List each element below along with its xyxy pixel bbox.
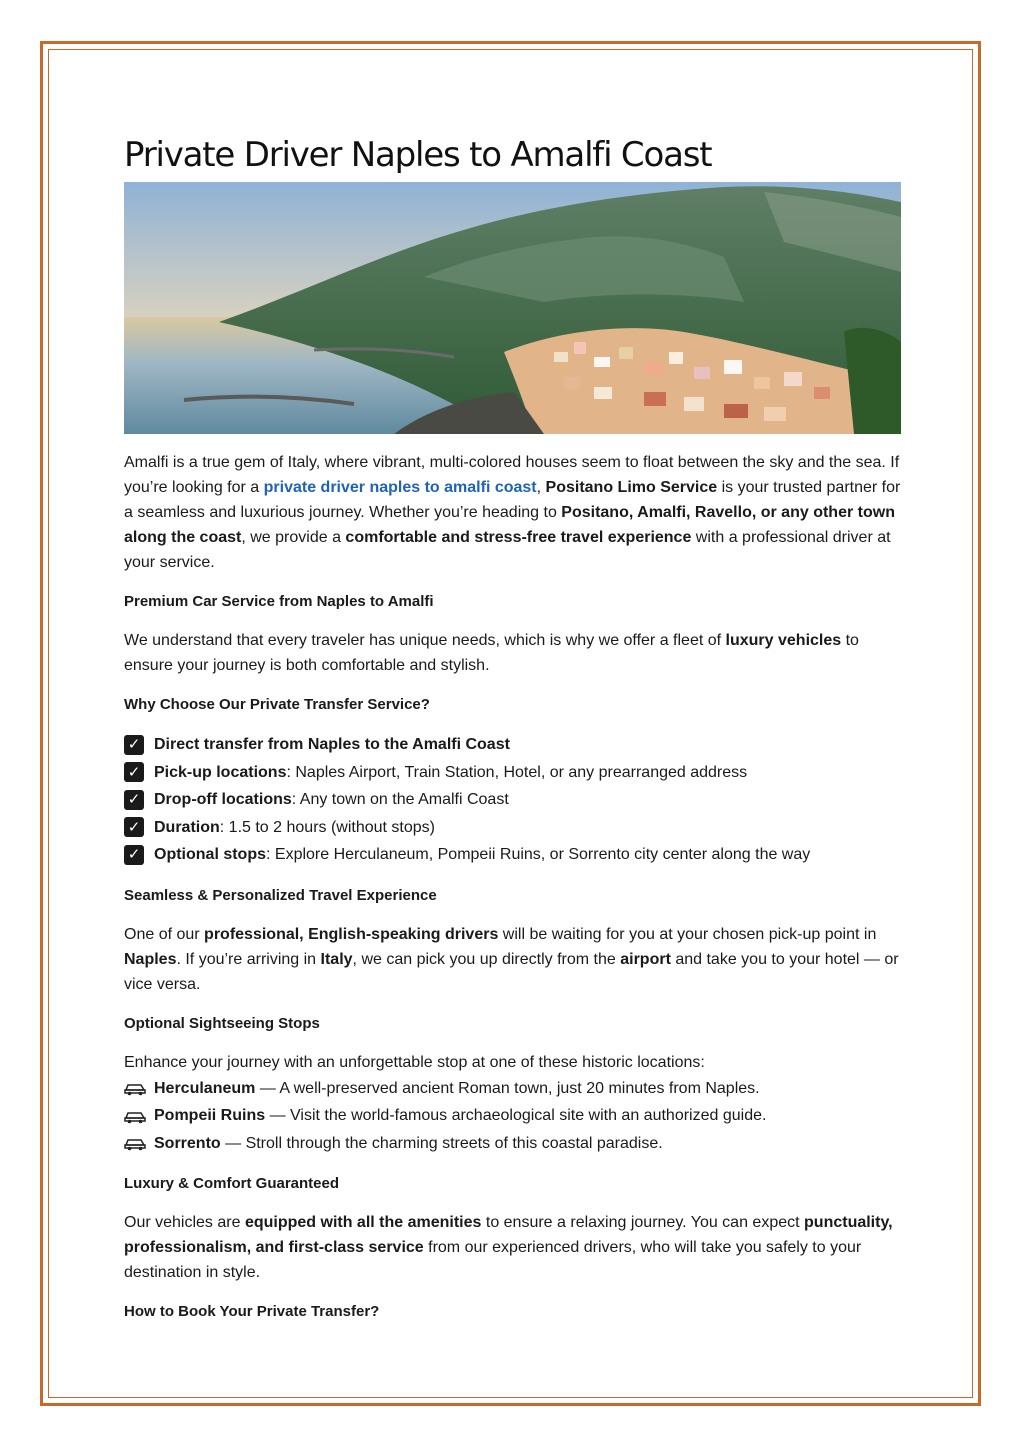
luxury-bold-amenities: equipped with all the amenities <box>244 1214 482 1231</box>
seamless-text-2: will be waiting for you at your chosen pick-up point in <box>498 925 877 943</box>
check-box-icon: ✓ <box>124 790 144 810</box>
list-item-text: : Explore Herculaneum, Pompeii Ruins, or Sorrento city center along the way <box>266 846 811 863</box>
sight-name: Pompeii Ruins <box>154 1107 266 1124</box>
intro-bold-towns: Positano, Amalfi, Ravello, or any other town along the coast <box>124 504 895 546</box>
seamless-bold-airport: airport <box>620 950 671 968</box>
list-item-text: : Naples Airport, Train Station, Hotel, or any prearranged address <box>286 763 748 781</box>
list-item-bold: Duration <box>154 818 220 836</box>
luxury-text-1: Our vehicles are <box>124 1214 245 1231</box>
check-box-icon: ✓ <box>124 762 144 782</box>
list-item <box>124 731 904 759</box>
seamless-text-4: , we can pick you up directly from the <box>352 950 621 968</box>
article-body <box>124 450 904 1338</box>
luxury-text-3: from our experienced drivers, who will take you safely to your destination in style. <box>124 1239 862 1281</box>
sight-description: — Visit the world-famous archaeological site with an authorized guide. <box>265 1107 767 1124</box>
list-item <box>124 759 904 787</box>
sight-description: — A well-preserved ancient Roman town, just 20 minutes from Naples. <box>255 1079 760 1097</box>
list-item-bold: Pick-up locations <box>154 763 287 781</box>
list-item <box>124 786 904 814</box>
private-driver-link[interactable]: private driver naples to amalfi coast <box>263 479 537 496</box>
luxury-paragraph <box>124 1210 904 1285</box>
intro-text-2: , <box>536 479 546 496</box>
seamless-text-3: . If you’re arriving in <box>176 950 321 968</box>
check-box-icon: ✓ <box>124 845 144 865</box>
list-item <box>124 1102 904 1130</box>
sight-name: Sorrento <box>154 1134 221 1152</box>
check-box-icon: ✓ <box>124 817 144 837</box>
list-item-text: : Any town on the Amalfi Coast <box>291 791 509 808</box>
sights-list <box>124 1075 904 1158</box>
car-icon <box>124 1108 146 1124</box>
list-item <box>124 814 904 842</box>
seamless-text-1: One of our <box>124 925 205 943</box>
heading-premium: Premium Car Service from Naples to Amalfi <box>124 593 434 610</box>
list-item <box>124 1075 904 1103</box>
premium-paragraph <box>124 628 904 678</box>
heading-luxury: Luxury & Comfort Guaranteed <box>124 1175 340 1192</box>
sight-name: Herculaneum <box>154 1079 256 1097</box>
premium-text-2: to ensure your journey is both comfortable and stylish. <box>124 632 859 674</box>
car-icon <box>124 1080 146 1096</box>
intro-bold-experience: comfortable and stress-free travel experience <box>345 529 692 546</box>
list-item <box>124 841 904 869</box>
premium-bold-vehicles: luxury vehicles <box>725 632 842 649</box>
title-block <box>124 130 904 180</box>
seamless-text-5: and take you to your hotel — or vice versa. <box>124 950 899 993</box>
intro-bold-brand: Positano Limo Service <box>545 479 718 496</box>
seamless-paragraph <box>124 922 904 997</box>
list-item-bold: Drop-off locations <box>154 791 292 808</box>
list-item-bold: Optional stops <box>154 846 266 863</box>
heading-sights: Optional Sightseeing Stops <box>124 1014 320 1032</box>
seamless-bold-naples: Naples <box>124 950 177 968</box>
intro-text-4: , we provide a <box>241 529 346 546</box>
heading-why: Why Choose Our Private Transfer Service? <box>124 696 430 713</box>
sights-intro: Enhance your journey with an unforgettable stop at one of these historic locations: <box>124 1053 705 1071</box>
heading-seamless: Seamless & Personalized Travel Experience <box>124 886 437 904</box>
list-item <box>124 1130 904 1158</box>
car-icon <box>124 1135 146 1151</box>
list-item-bold: Direct transfer from Naples to the Amalfi Coast <box>154 736 510 753</box>
sight-description: — Stroll through the charming streets of this coastal paradise. <box>220 1134 663 1152</box>
intro-text-1: Amalfi is a true gem of Italy, where vibrant, multi-colored houses seem to float between the sky and the sea. If you’re looking for a <box>124 454 900 496</box>
premium-text-1: We understand that every traveler has unique needs, which is why we offer a fleet of <box>124 632 726 649</box>
intro-text-5: with a professional driver at your service. <box>124 529 891 571</box>
luxury-bold-service: punctuality, professionalism, and first-class service <box>124 1214 893 1256</box>
list-item-text: : 1.5 to 2 hours (without stops) <box>219 818 435 836</box>
intro-paragraph <box>124 450 904 575</box>
heading-book: How to Book Your Private Transfer? <box>124 1303 380 1320</box>
check-box-icon: ✓ <box>124 735 144 755</box>
seamless-bold-italy: Italy <box>320 950 353 968</box>
page-title: Private Driver Naples to Amalfi Coast <box>124 135 712 175</box>
seamless-bold-drivers: professional, English-speaking drivers <box>204 925 499 943</box>
intro-text-3: is your trusted partner for a seamless and luxurious journey. Whether you’re heading to <box>124 479 901 521</box>
hero-image <box>124 182 901 434</box>
luxury-text-2: to ensure a relaxing journey. You can expect <box>481 1214 805 1231</box>
why-list <box>124 731 904 869</box>
